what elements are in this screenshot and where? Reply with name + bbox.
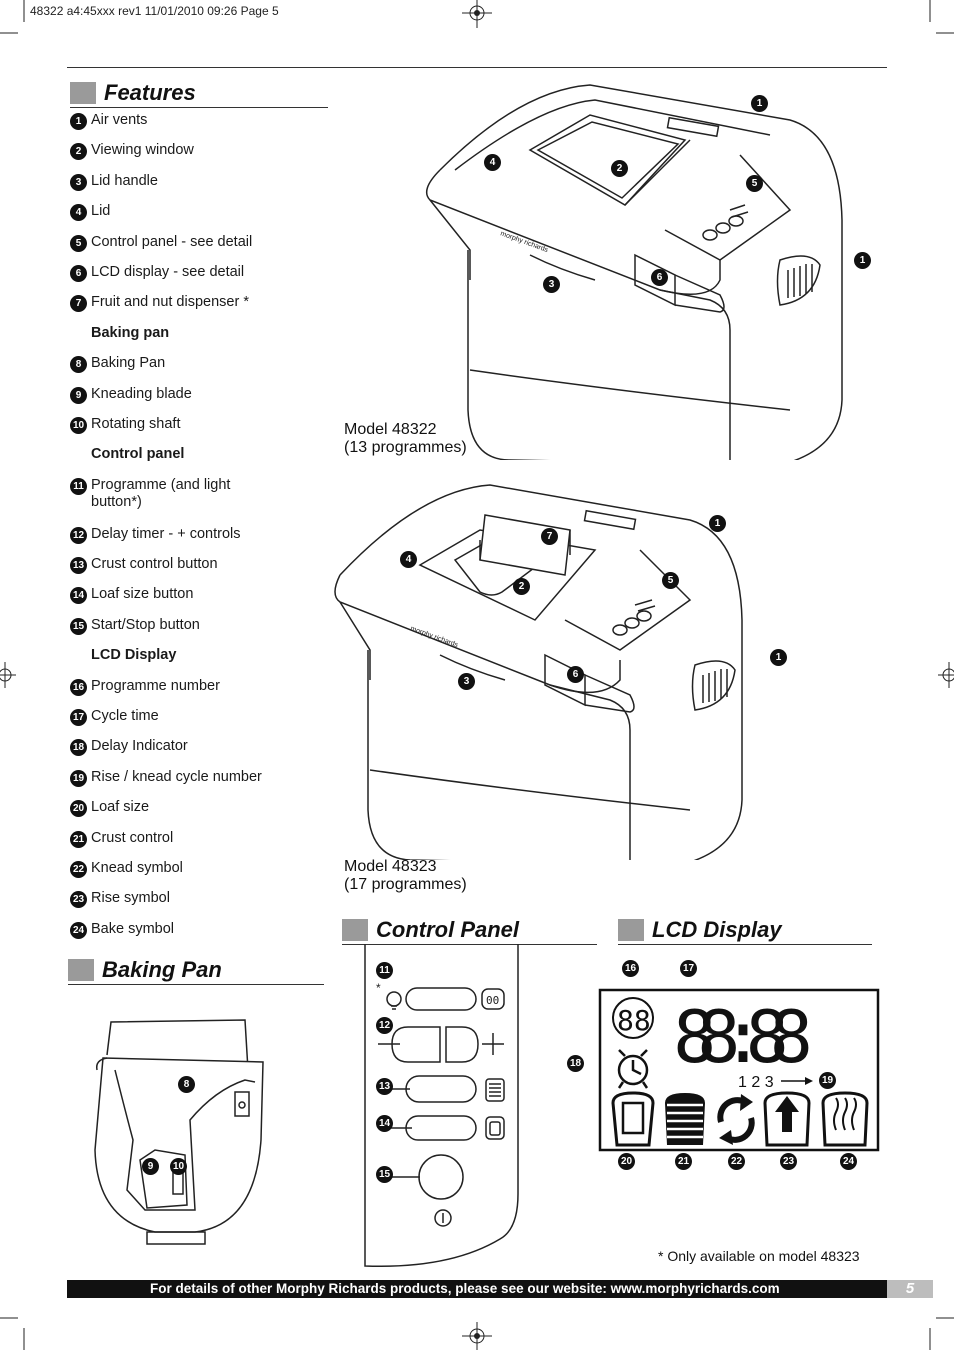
model-48322-label: Model 48322 (13 programmes) (344, 421, 467, 456)
callout-7: 7 (541, 528, 558, 545)
rise-symbol-icon (765, 1093, 809, 1145)
features-list-item (70, 477, 330, 526)
heading-marker (342, 919, 368, 941)
item-label: Programme (and light button*) (91, 476, 231, 510)
features-list-item (70, 830, 330, 860)
lcd-programme-digits: 88 (617, 1004, 651, 1037)
features-list-item (70, 738, 330, 768)
callout-15: 15 (376, 1166, 393, 1183)
item-label: Programme number (91, 677, 220, 694)
print-slug: 48322 a4:45xxx rev1 11/01/2010 09:26 Page 5 (30, 4, 279, 18)
features-list-item (70, 416, 330, 446)
item-label: Baking Pan (91, 355, 166, 372)
features-list-item (70, 921, 330, 951)
features-list-item (70, 234, 330, 264)
item-number-badge: 19 (70, 770, 87, 787)
brand-logo-48323: morphy richards (409, 625, 459, 650)
callout-11: 11 (376, 962, 393, 979)
features-list-item (70, 264, 330, 294)
features-list-item (70, 386, 330, 416)
item-number-badge: 6 (70, 265, 87, 282)
item-label: Crust control button (91, 556, 218, 573)
callout-4a: 4 (484, 154, 501, 171)
item-label: Control panel - see detail (91, 233, 253, 250)
features-group-heading: LCD Display (91, 647, 177, 664)
item-label: Rise / knead cycle number (91, 768, 262, 785)
features-list-item (70, 890, 330, 920)
callout-3a: 3 (543, 276, 560, 293)
item-label: LCD display - see detail (91, 263, 245, 280)
callout-19: 19 (819, 1072, 836, 1089)
item-number-badge: 24 (70, 922, 87, 939)
features-list-item (70, 769, 330, 799)
item-label: Start/Stop button (91, 616, 200, 633)
features-list-item (70, 678, 330, 708)
features-list-item (70, 203, 330, 233)
alarm-clock-icon (619, 1050, 647, 1088)
item-number-badge: 22 (70, 861, 87, 878)
features-group-heading: Baking pan (91, 324, 170, 341)
item-number-badge: 10 (70, 417, 87, 434)
item-number-badge: 15 (70, 618, 87, 635)
item-number-badge: 21 (70, 831, 87, 848)
item-label: Air vents (91, 112, 148, 128)
callout-1b: 1 (854, 252, 871, 269)
item-label: Loaf size button (91, 586, 194, 603)
features-list-item (70, 112, 330, 142)
item-number-badge: 13 (70, 557, 87, 574)
features-list (70, 112, 330, 951)
panel-asterisk: * (376, 981, 381, 995)
features-heading: Features (70, 80, 196, 106)
item-label: Rise symbol (91, 890, 170, 907)
item-number-badge: 8 (70, 356, 87, 373)
item-number-badge: 7 (70, 295, 87, 312)
item-number-badge: 4 (70, 204, 87, 221)
baking-pan-heading: Baking Pan (68, 957, 222, 983)
features-list-item (70, 294, 330, 324)
item-label: Delay timer - + controls (91, 525, 241, 542)
callout-4b: 4 (400, 551, 417, 568)
item-number-badge: 3 (70, 174, 87, 191)
item-number-badge: 2 (70, 143, 87, 160)
item-label: Bake symbol (91, 920, 175, 937)
top-rule (67, 67, 887, 68)
item-label: Crust control (91, 829, 174, 846)
features-list-item (70, 173, 330, 203)
callout-14: 14 (376, 1115, 393, 1132)
item-label: Delay Indicator (91, 738, 188, 755)
features-list-item (70, 799, 330, 829)
item-label: Knead symbol (91, 859, 183, 876)
features-list-item (70, 556, 330, 586)
heading-marker (68, 959, 94, 981)
heading-marker (618, 919, 644, 941)
item-number-badge: 23 (70, 891, 87, 908)
page-number: 5 (887, 1280, 933, 1298)
item-label: Cycle time (91, 708, 159, 725)
crust-control-icon (665, 1093, 705, 1145)
item-number-badge: 16 (70, 679, 87, 696)
brand-logo-48322: morphy richards (499, 230, 549, 255)
callout-10: 10 (170, 1158, 187, 1175)
callout-2b: 2 (513, 578, 530, 595)
item-label: Loaf size (91, 799, 150, 816)
callout-18: 18 (567, 1055, 584, 1072)
baking-pan-illustration (85, 1010, 285, 1250)
footer-bar (67, 1280, 933, 1298)
item-number-badge: 14 (70, 587, 87, 604)
features-list-item (70, 526, 330, 556)
features-list-item (70, 708, 330, 738)
callout-22: 22 (728, 1153, 745, 1170)
item-number-badge: 9 (70, 387, 87, 404)
callout-1d: 1 (770, 649, 787, 666)
heading-marker (70, 82, 96, 104)
features-list-item (70, 617, 330, 647)
features-group-heading: Control panel (91, 446, 185, 463)
callout-23: 23 (780, 1153, 797, 1170)
callout-2a: 2 (611, 160, 628, 177)
callout-17: 17 (680, 960, 697, 977)
item-label: Viewing window (91, 142, 194, 159)
callout-21: 21 (675, 1153, 692, 1170)
callout-1c: 1 (709, 515, 726, 532)
footer-text: For details of other Morphy Richards products, please see our website: www.morphyrichards.com (150, 1281, 780, 1296)
lcd-display-heading: LCD Display (618, 917, 782, 943)
panel-prog-icon-text: 00 (486, 994, 500, 1007)
control-panel-heading: Control Panel (342, 917, 519, 943)
item-number-badge: 12 (70, 527, 87, 544)
item-label: Lid handle (91, 172, 158, 189)
callout-8: 8 (178, 1076, 195, 1093)
bake-symbol-icon (823, 1093, 867, 1145)
callout-5b: 5 (662, 572, 679, 589)
features-list-item (70, 355, 330, 385)
callout-24: 24 (840, 1153, 857, 1170)
lcd-display-diagram (595, 980, 885, 1160)
item-number-badge: 18 (70, 739, 87, 756)
callout-12: 12 (376, 1017, 393, 1034)
callout-6a: 6 (651, 269, 668, 286)
callout-1a: 1 (751, 95, 768, 112)
item-number-badge: 1 (70, 113, 87, 130)
callout-6b: 6 (567, 666, 584, 683)
item-label: Lid (91, 203, 111, 220)
item-label: Fruit and nut dispenser * (91, 294, 249, 311)
item-label: Kneading blade (91, 385, 192, 402)
features-list-item (70, 142, 330, 172)
callout-13: 13 (376, 1078, 393, 1095)
features-list-item (70, 586, 330, 616)
callout-9: 9 (142, 1158, 159, 1175)
callout-5a: 5 (746, 175, 763, 192)
lcd-cycle-numbers: 1 2 3 (738, 1074, 774, 1091)
control-panel-diagram (360, 944, 530, 1274)
model-48323-label: Model 48323 (17 programmes) (344, 858, 467, 893)
item-number-badge: 11 (70, 478, 87, 495)
callout-20: 20 (618, 1153, 635, 1170)
item-number-badge: 5 (70, 235, 87, 252)
breadmaker-48322-illustration (410, 80, 860, 460)
loaf-size-icon (613, 1093, 653, 1145)
item-number-badge: 17 (70, 709, 87, 726)
item-number-badge: 20 (70, 800, 87, 817)
lcd-time-digits: 88:88 (673, 995, 813, 1079)
features-list-item (70, 860, 330, 890)
callout-16: 16 (622, 960, 639, 977)
item-label: Rotating shaft (91, 415, 181, 432)
callout-3b: 3 (458, 673, 475, 690)
footnote: * Only available on model 48323 (658, 1248, 860, 1264)
